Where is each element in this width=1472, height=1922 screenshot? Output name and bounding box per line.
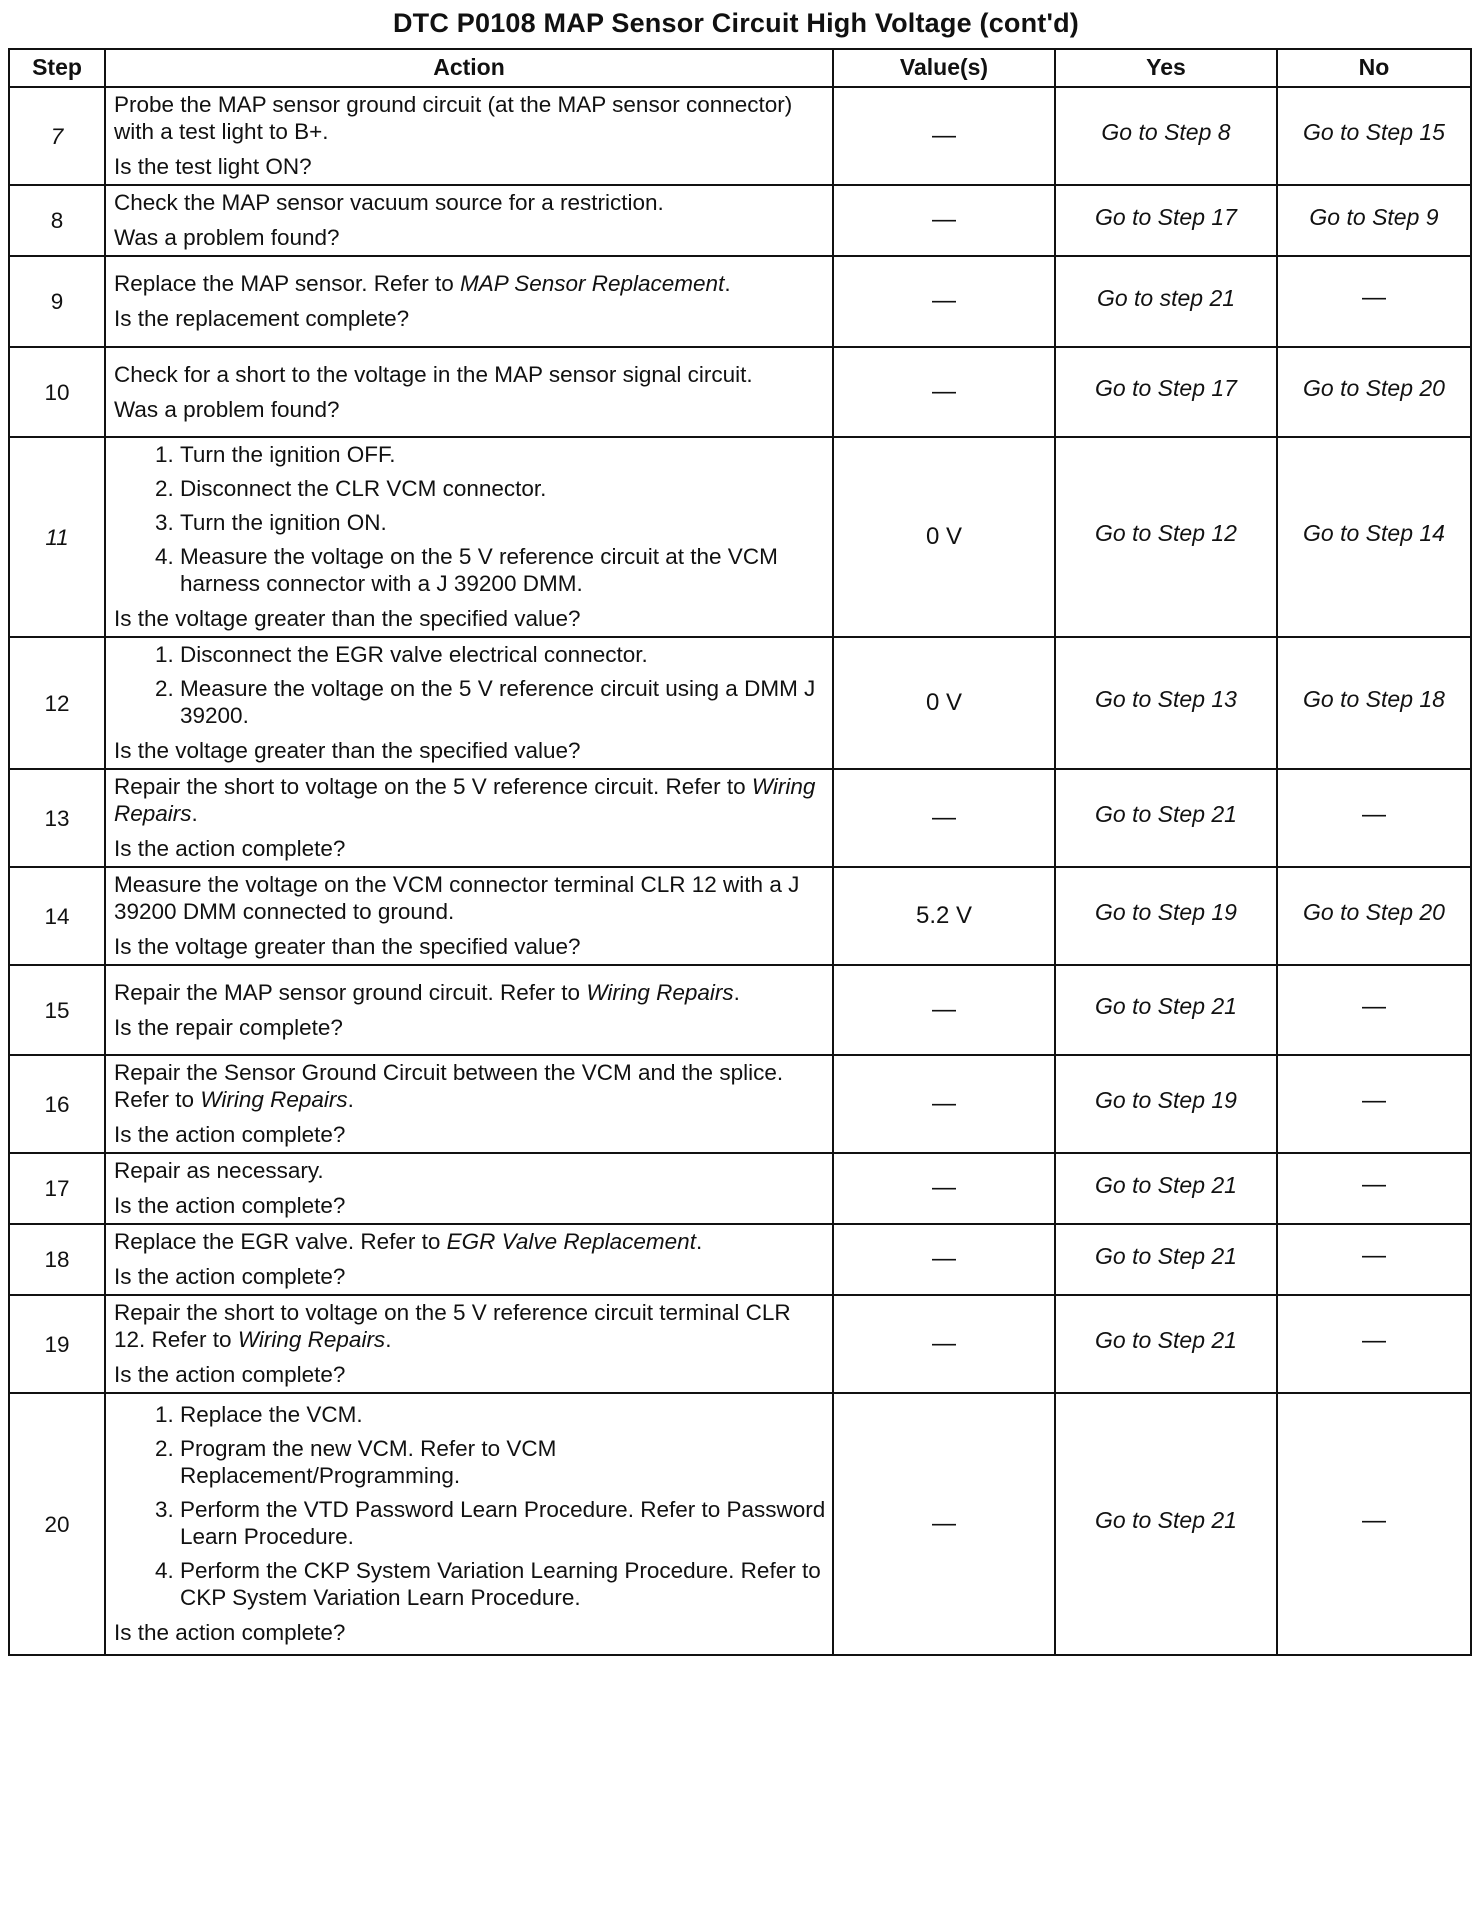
value-cell: — [833, 1055, 1055, 1153]
value-cell: 0 V [833, 637, 1055, 769]
no-cell: — [1277, 1393, 1471, 1655]
reference-link-text: Wiring Repairs [237, 1327, 386, 1352]
value-cell: — [833, 769, 1055, 867]
no-cell: — [1277, 965, 1471, 1055]
no-cell: Go to Step 14 [1277, 437, 1471, 637]
action-text: Repair as necessary. [114, 1158, 324, 1183]
action-cell [105, 437, 833, 637]
step-number: 13 [9, 769, 105, 867]
no-cell: Go to Step 18 [1277, 637, 1471, 769]
action-text: Repair the short to voltage on the 5 V reference circuit terminal CLR 12. Refer to [114, 1300, 791, 1352]
header-values: Value(s) [833, 49, 1055, 87]
no-cell: Go to Step 15 [1277, 87, 1471, 185]
action-text-tail: . [347, 1087, 354, 1112]
action-step-list [114, 1401, 826, 1611]
yes-cell: Go to Step 21 [1055, 1393, 1277, 1655]
table-row [9, 1295, 1471, 1393]
yes-cell: Go to Step 8 [1055, 87, 1277, 185]
action-cell [105, 347, 833, 437]
header-step: Step [9, 49, 105, 87]
yes-cell: Go to Step 19 [1055, 1055, 1277, 1153]
action-step-item: 1. Replace the VCM. [180, 1401, 826, 1428]
table-header-row [9, 49, 1471, 87]
table-row [9, 1153, 1471, 1224]
reference-link-text: MAP Sensor Replacement [460, 271, 725, 296]
step-number: 20 [9, 1393, 105, 1655]
step-number: 18 [9, 1224, 105, 1295]
action-cell [105, 1295, 833, 1393]
step-number: 15 [9, 965, 105, 1055]
action-text: Check for a short to the voltage in the MAP sensor signal circuit. [114, 361, 753, 387]
table-row [9, 1055, 1471, 1153]
action-question: Is the action complete? [114, 1362, 346, 1387]
action-step-list [114, 441, 826, 597]
value-cell: — [833, 1153, 1055, 1224]
action-question: Is the voltage greater than the specified value? [114, 934, 581, 959]
no-cell: — [1277, 769, 1471, 867]
action-text: Measure the voltage on the VCM connector terminal CLR 12 with a J 39200 DMM connected to ground. [114, 872, 800, 924]
table-row [9, 347, 1471, 437]
action-question: Is the voltage greater than the specified value? [114, 738, 581, 763]
yes-cell: Go to Step 12 [1055, 437, 1277, 637]
table-row [9, 1224, 1471, 1295]
header-action: Action [105, 49, 833, 87]
table-row [9, 965, 1471, 1055]
action-step-item: 2. Measure the voltage on the 5 V reference circuit using a DMM J 39200. [180, 675, 826, 729]
action-instruction [114, 270, 826, 297]
yes-cell: Go to step 21 [1055, 256, 1277, 347]
action-text-tail: . [733, 979, 740, 1005]
action-question: Is the action complete? [114, 1122, 346, 1147]
table-row [9, 185, 1471, 256]
value-cell: — [833, 347, 1055, 437]
action-instruction [114, 1059, 826, 1113]
step-number: 11 [9, 437, 105, 637]
diagnostic-table [8, 48, 1472, 1656]
action-text-tail: . [724, 271, 731, 296]
no-cell: — [1277, 1295, 1471, 1393]
no-cell: Go to Step 9 [1277, 185, 1471, 256]
no-cell: — [1277, 1153, 1471, 1224]
table-row [9, 87, 1471, 185]
table-row [9, 867, 1471, 965]
action-step-item: 3. Turn the ignition ON. [180, 509, 826, 536]
action-text: Replace the MAP sensor. Refer to [114, 271, 454, 296]
step-number: 12 [9, 637, 105, 769]
action-cell [105, 1393, 833, 1655]
yes-cell: Go to Step 21 [1055, 965, 1277, 1055]
yes-cell: Go to Step 21 [1055, 1153, 1277, 1224]
no-cell: — [1277, 256, 1471, 347]
table-row [9, 637, 1471, 769]
action-question: Is the action complete? [114, 1264, 346, 1289]
action-text-tail: . [695, 1229, 703, 1254]
action-text: Probe the MAP sensor ground circuit (at the MAP sensor connector) with a test light to B+. [114, 92, 793, 144]
action-question: Is the test light ON? [114, 154, 312, 179]
action-cell [105, 1224, 833, 1295]
action-cell [105, 256, 833, 347]
action-cell [105, 965, 833, 1055]
action-instruction [114, 361, 826, 388]
step-number: 8 [9, 185, 105, 256]
value-cell: 0 V [833, 437, 1055, 637]
action-question: Was a problem found? [114, 396, 340, 422]
reference-link-text: Wiring Repairs [114, 774, 816, 826]
action-instruction [114, 1157, 826, 1184]
action-cell [105, 867, 833, 965]
action-cell [105, 87, 833, 185]
action-cell [105, 769, 833, 867]
yes-cell: Go to Step 13 [1055, 637, 1277, 769]
action-question: Is the action complete? [114, 1193, 346, 1218]
reference-link-text: Wiring Repairs [586, 979, 734, 1005]
action-text-tail: . [191, 801, 198, 826]
yes-cell: Go to Step 19 [1055, 867, 1277, 965]
no-cell: — [1277, 1224, 1471, 1295]
table-row [9, 437, 1471, 637]
action-step-item: 4. Measure the voltage on the 5 V reference circuit at the VCM harness connector with a J 39200 DMM. [180, 543, 826, 597]
yes-cell: Go to Step 21 [1055, 769, 1277, 867]
action-text: Repair the short to voltage on the 5 V reference circuit. Refer to [114, 774, 746, 799]
action-step-item: 2. Program the new VCM. Refer to VCM Replacement/Programming. [180, 1435, 826, 1489]
reference-link-text: Wiring Repairs [200, 1087, 348, 1112]
action-question: Is the action complete? [114, 1620, 346, 1645]
action-step-item: 1. Turn the ignition OFF. [180, 441, 826, 468]
value-cell: 5.2 V [833, 867, 1055, 965]
value-cell: — [833, 256, 1055, 347]
value-cell: — [833, 1393, 1055, 1655]
action-cell [105, 1153, 833, 1224]
table-row [9, 256, 1471, 347]
action-instruction [114, 979, 826, 1006]
action-instruction [114, 773, 826, 827]
value-cell: — [833, 87, 1055, 185]
action-question: Was a problem found? [114, 225, 340, 250]
action-text: Replace the EGR valve. Refer to [114, 1229, 441, 1254]
action-question: Is the action complete? [114, 836, 346, 861]
action-cell [105, 637, 833, 769]
action-step-list [114, 641, 826, 729]
step-number: 10 [9, 347, 105, 437]
action-cell [105, 185, 833, 256]
action-question: Is the replacement complete? [114, 306, 410, 331]
no-cell: Go to Step 20 [1277, 347, 1471, 437]
page-title: DTC P0108 MAP Sensor Circuit High Voltage (cont'd) [392, 8, 1079, 38]
action-cell [105, 1055, 833, 1153]
step-number: 16 [9, 1055, 105, 1153]
action-instruction [114, 1228, 826, 1255]
yes-cell: Go to Step 17 [1055, 185, 1277, 256]
table-row [9, 1393, 1471, 1655]
action-instruction [114, 871, 826, 925]
action-instruction [114, 91, 826, 145]
action-instruction [114, 189, 826, 216]
action-text: Repair the MAP sensor ground circuit. Refer to [114, 979, 581, 1005]
action-step-item: 4. Perform the CKP System Variation Learning Procedure. Refer to CKP System Variation Learn Procedure. [180, 1557, 826, 1611]
yes-cell: Go to Step 21 [1055, 1224, 1277, 1295]
value-cell: — [833, 965, 1055, 1055]
yes-cell: Go to Step 17 [1055, 347, 1277, 437]
action-question: Is the voltage greater than the specified value? [114, 606, 581, 631]
reference-link-text: EGR Valve Replacement [446, 1229, 696, 1254]
value-cell: — [833, 185, 1055, 256]
action-text-tail: . [385, 1327, 392, 1352]
step-number: 9 [9, 256, 105, 347]
action-step-item: 3. Perform the VTD Password Learn Procedure. Refer to Password Learn Procedure. [180, 1496, 826, 1550]
step-number: 19 [9, 1295, 105, 1393]
action-instruction [114, 1299, 826, 1353]
step-number: 7 [9, 87, 105, 185]
action-step-item: 1. Disconnect the EGR valve electrical connector. [180, 641, 826, 668]
action-question: Is the repair complete? [114, 1014, 343, 1040]
action-text: Check the MAP sensor vacuum source for a restriction. [114, 190, 664, 215]
action-step-item: 2. Disconnect the CLR VCM connector. [180, 475, 826, 502]
no-cell: — [1277, 1055, 1471, 1153]
table-row [9, 769, 1471, 867]
value-cell: — [833, 1224, 1055, 1295]
header-yes: Yes [1055, 49, 1277, 87]
step-number: 17 [9, 1153, 105, 1224]
header-no: No [1277, 49, 1471, 87]
step-number: 14 [9, 867, 105, 965]
yes-cell: Go to Step 21 [1055, 1295, 1277, 1393]
action-text: Repair the Sensor Ground Circuit between the VCM and the splice. Refer to [114, 1060, 784, 1112]
no-cell: Go to Step 20 [1277, 867, 1471, 965]
value-cell: — [833, 1295, 1055, 1393]
